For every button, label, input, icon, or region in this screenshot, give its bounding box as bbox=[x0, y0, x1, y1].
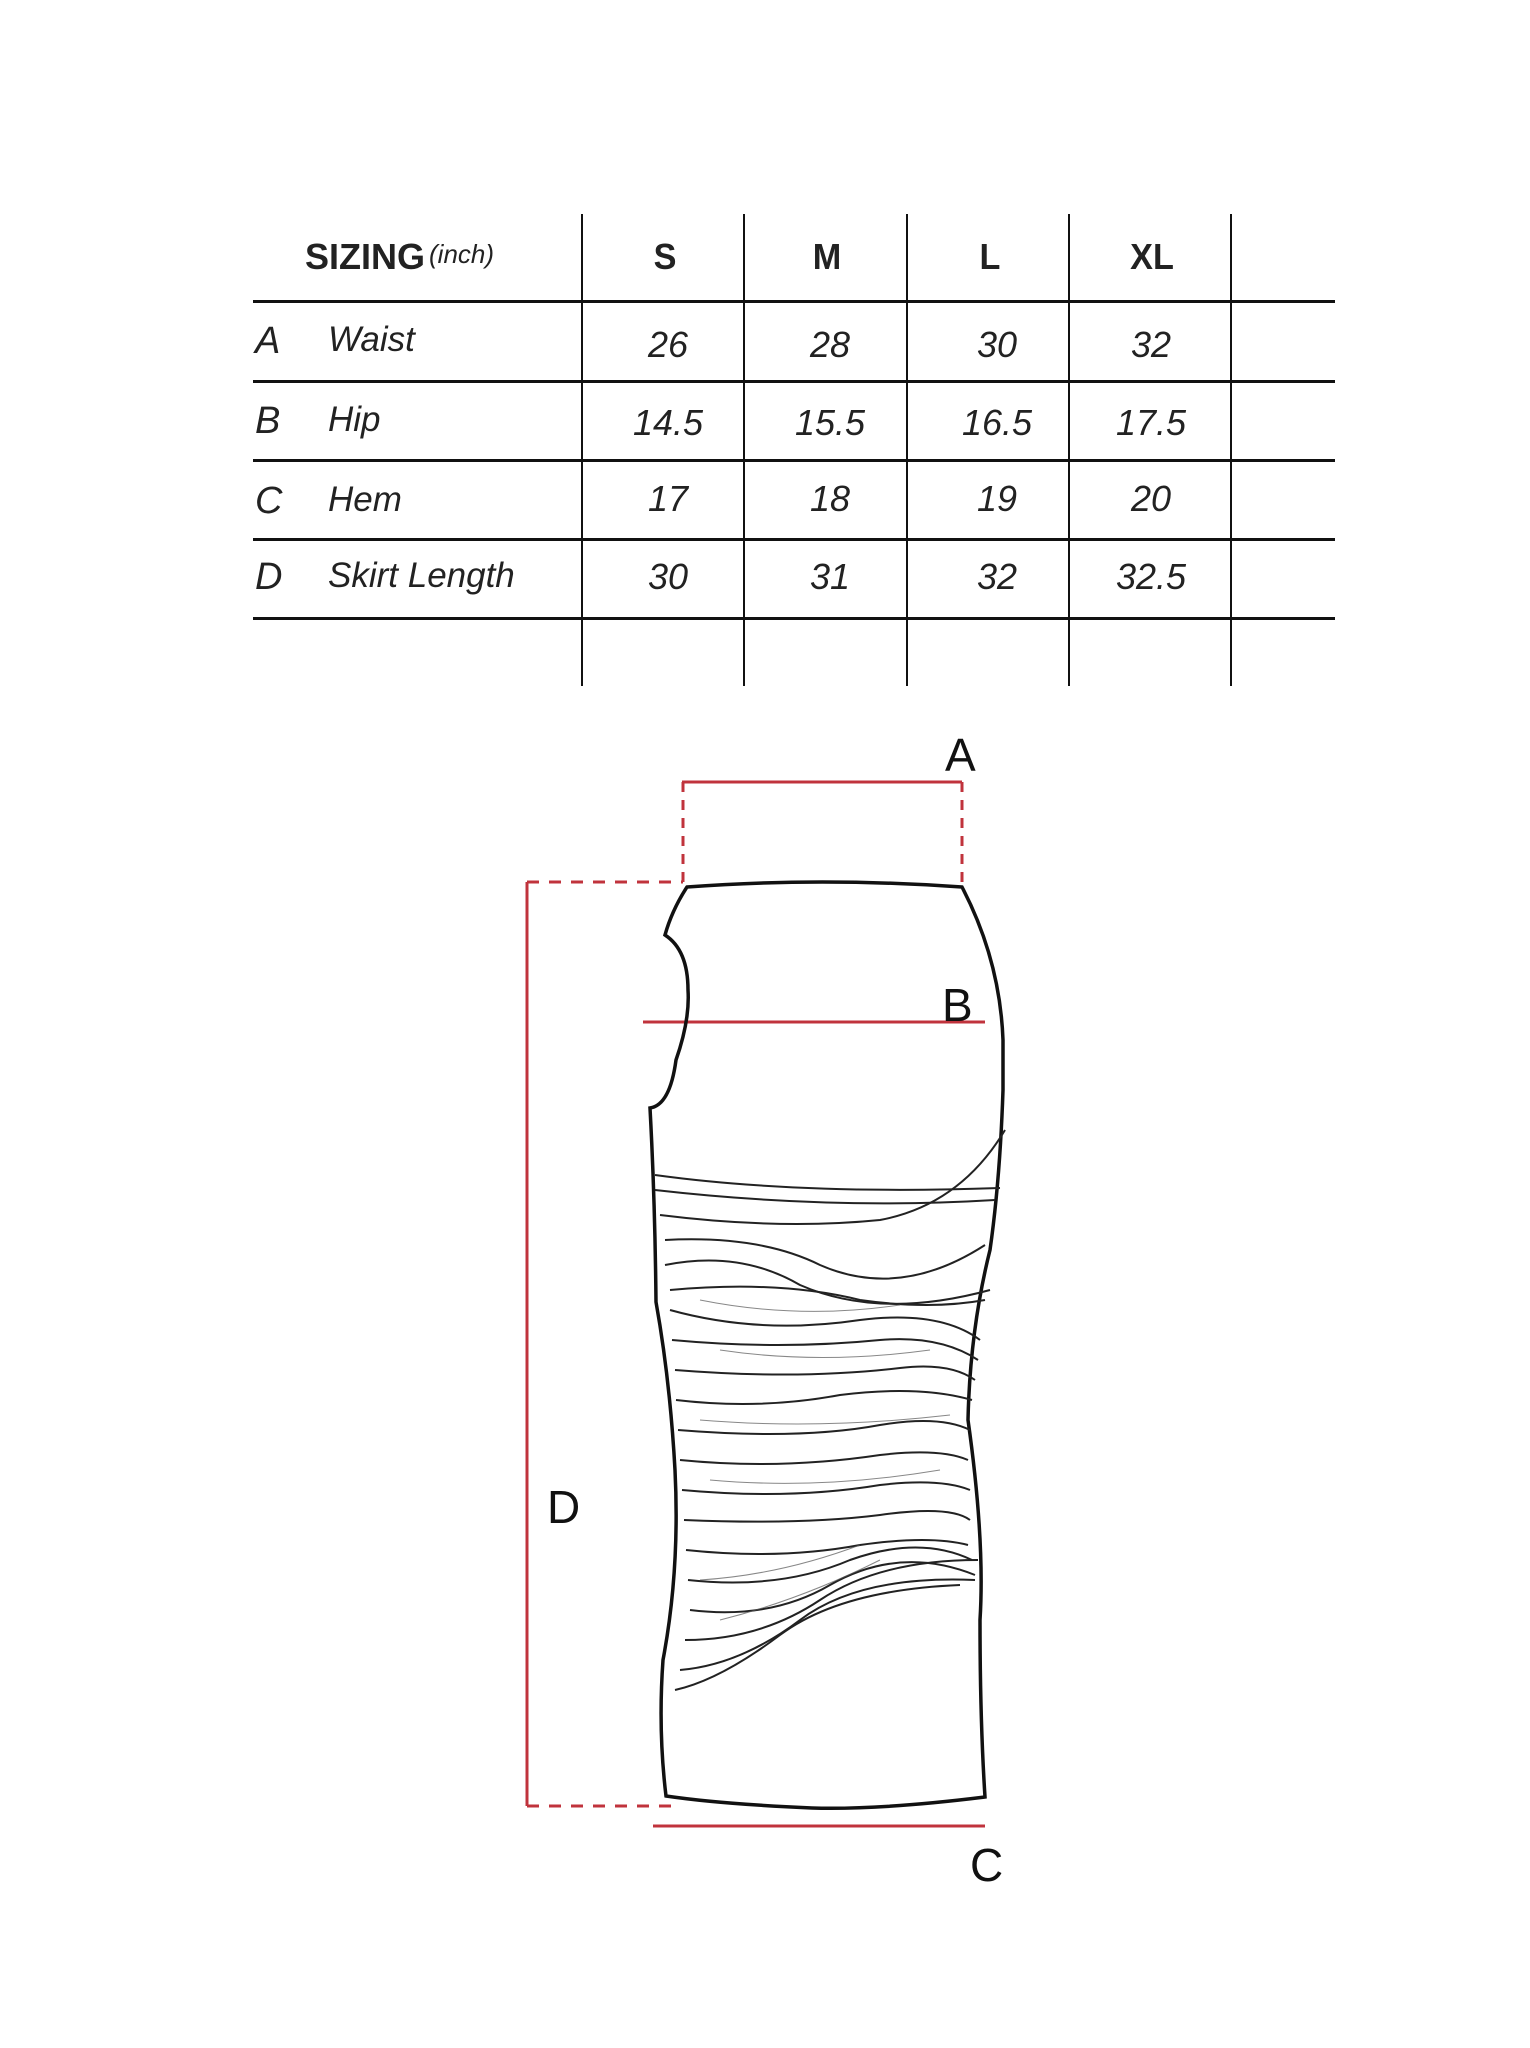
title-text: SIZING bbox=[305, 236, 426, 277]
label-d: D bbox=[547, 1481, 581, 1533]
size-header-m: M bbox=[812, 236, 842, 277]
cell-value: 17.5 bbox=[1115, 402, 1187, 443]
cell-value: 16.5 bbox=[961, 402, 1033, 443]
label-c: C bbox=[970, 1839, 1004, 1891]
row-letter: C bbox=[255, 480, 283, 522]
cell-value: 20 bbox=[1130, 478, 1172, 519]
cell-value: 28 bbox=[809, 324, 851, 365]
row-label: Hem bbox=[328, 480, 402, 519]
cell-value: 31 bbox=[809, 556, 851, 597]
cell-value: 32 bbox=[976, 556, 1018, 597]
size-header-s: S bbox=[653, 236, 677, 277]
cell-value: 26 bbox=[647, 324, 689, 365]
ruching-lines bbox=[655, 1130, 1005, 1690]
label-a: A bbox=[945, 729, 976, 781]
cell-value: 32 bbox=[1130, 324, 1172, 365]
cell-value: 30 bbox=[976, 324, 1018, 365]
size-header-l: L bbox=[979, 236, 1001, 277]
row-label: Skirt Length bbox=[328, 556, 515, 595]
row-label: Hip bbox=[328, 400, 381, 439]
cell-value: 17 bbox=[647, 478, 689, 519]
cell-value: 32.5 bbox=[1115, 556, 1187, 597]
cell-value: 14.5 bbox=[632, 402, 704, 443]
cell-value: 15.5 bbox=[794, 402, 866, 443]
ruching-lines-light bbox=[700, 1300, 950, 1620]
unit-text: (inch) bbox=[429, 239, 495, 269]
label-b: B bbox=[942, 979, 973, 1031]
row-letter: B bbox=[255, 400, 281, 442]
row-label: Waist bbox=[328, 320, 415, 359]
cell-value: 19 bbox=[976, 478, 1018, 519]
cell-value: 18 bbox=[809, 478, 851, 519]
size-header-xl: XL bbox=[1130, 236, 1174, 277]
cell-value: 30 bbox=[647, 556, 689, 597]
row-letter: D bbox=[255, 556, 283, 598]
row-letter: A bbox=[255, 320, 281, 362]
